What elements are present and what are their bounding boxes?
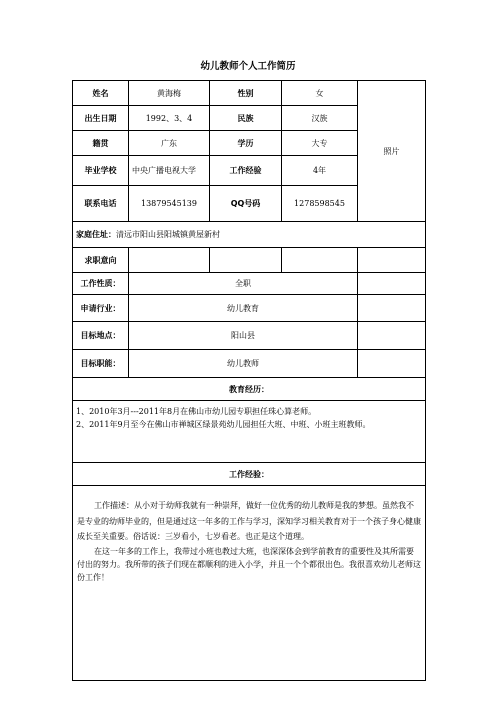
industry-value: 幼儿教育 — [129, 295, 358, 322]
ethnic-label: 民族 — [210, 106, 282, 131]
dob-label: 出生日期 — [73, 106, 129, 131]
nature-label: 工作性质： — [73, 273, 129, 295]
work-paragraph-2: 在这一年多的工作上，我带过小班也教过大班，也深深体会到学前教育的重要性及其所需要付出的努力。我所带的孩子们现在都顺利的进入小学，并且一个个都很出色。我很喜欢幼儿老师这份工作！ — [77, 546, 421, 582]
address-label: 家庭住址： — [76, 230, 116, 239]
ethnic-value: 汉族 — [282, 106, 358, 131]
photo-label: 照片 — [383, 146, 400, 156]
edu-value: 大专 — [282, 131, 358, 156]
phone-value: 13879545139 — [129, 186, 210, 222]
empty-cell — [358, 295, 426, 322]
position-label: 目标职能： — [73, 350, 129, 378]
gender-label: 性别 — [210, 81, 282, 106]
exp-value: 4年 — [282, 156, 358, 186]
empty-cell — [129, 248, 210, 273]
work-heading: 工作经验： — [73, 463, 426, 486]
nature-value: 全职 — [129, 273, 358, 295]
school-value: 中央广播电视大学 — [129, 156, 210, 186]
work-body — [73, 486, 426, 681]
page-title: 幼儿教师个人工作简历 — [200, 61, 296, 72]
empty-cell — [358, 322, 426, 350]
dob-value: 1992、3、4 — [129, 106, 210, 131]
name-label: 姓名 — [73, 81, 129, 106]
qq-label: QQ号码 — [210, 186, 282, 222]
native-label: 籍贯 — [73, 131, 129, 156]
address-row — [73, 222, 426, 248]
empty-cell — [358, 350, 426, 378]
education-heading: 教育经历： — [73, 378, 426, 401]
education-line-1: 1、2010年3月---2011年8月在佛山市幼儿园专职担任珠心算老师。 — [76, 407, 317, 416]
empty-cell — [210, 248, 282, 273]
education-body — [73, 401, 426, 463]
location-label: 目标地点： — [73, 322, 129, 350]
industry-label: 申请行业： — [73, 295, 129, 322]
qq-value: 1278598545 — [282, 186, 358, 222]
address-value: 清远市阳山县阳城镇黄屋新村 — [116, 230, 220, 239]
education-line-2: 2、2011年9月至今在佛山市禅城区绿景苑幼儿园担任大班、中班、小班主班教师。 — [76, 420, 371, 429]
job-intent-heading: 求职意向 — [73, 248, 129, 273]
school-label: 毕业学校 — [73, 156, 129, 186]
native-value: 广东 — [129, 131, 210, 156]
empty-cell — [282, 248, 358, 273]
empty-cell — [358, 248, 426, 273]
location-value: 阳山县 — [129, 322, 358, 350]
gender-value: 女 — [282, 81, 358, 106]
resume-table — [72, 80, 426, 681]
exp-label: 工作经验 — [210, 156, 282, 186]
position-value: 幼儿教师 — [129, 350, 358, 378]
empty-cell — [358, 273, 426, 295]
name-value: 黄海梅 — [129, 81, 210, 106]
photo-box — [358, 81, 426, 222]
edu-label: 学历 — [210, 131, 282, 156]
work-paragraph-1: 工作描述：从小对于幼师我就有一种崇拜，做好一位优秀的幼儿教师是我的梦想。虽然我不是专业的幼师毕业的，但是通过这一年多的工作与学习，深知学习相关教育对于一个孩子身心健康成长至关重要。俗话说：三岁看小，七岁看老。也正是这个道理。 — [77, 501, 421, 541]
phone-label: 联系电话 — [73, 186, 129, 222]
